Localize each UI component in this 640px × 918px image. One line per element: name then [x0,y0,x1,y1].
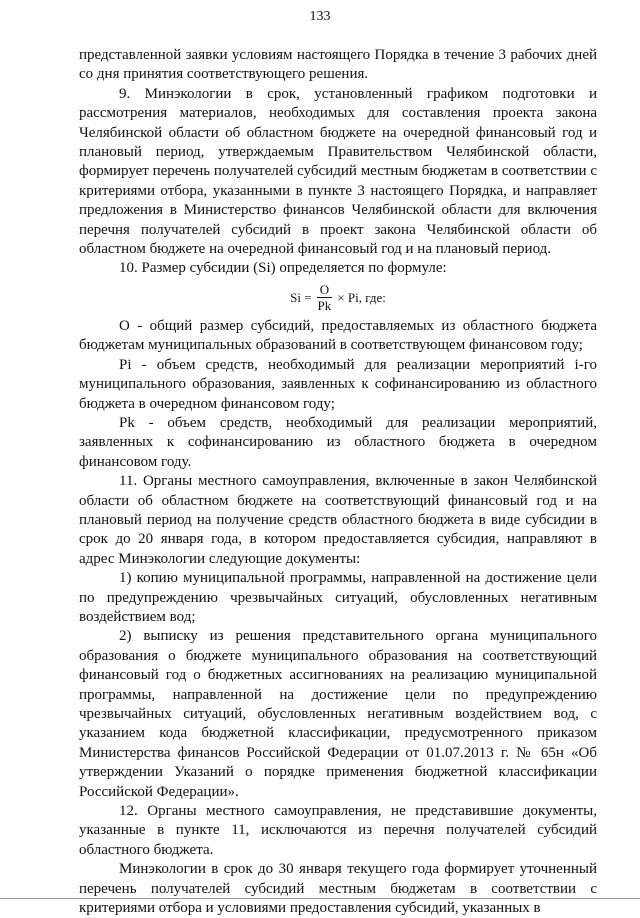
page-bottom-divider [0,898,640,899]
paragraph-subitem-2: 2) выписку из решения представительного органа муниципального образования о бюджете муниципального образования на соответствующий финансовый год о бюджетных ассигнованиях на реализацию муниципальной программы, направленной на достижение цели по предупреждению чрезвычайных ситуаций, обусловленных негативным воздействием вод, с указанием кода бюджетной классификации, предусмотренного приказом Министерства финансов Российской Федерации от 01.07.2013 г. № 65н «Об утверждении Указаний о порядке применения бюджетной классификации Российской Федерации». [79,628,597,800]
paragraph-item-12: 12. Органы местного самоуправления, не представившие документы, указанные в пункте 11, исключаются из перечня получателей субсидий областного бюджета. [79,803,597,858]
paragraph-item-9: 9. Минэкологии в срок, установленный графиком подготовки и рассмотрения материалов, необходимых для составления проекта закона Челябинской области об областном бюджете на очередной финансовый год и плановый период, утверждаемым Правительством Челябинской области, формирует перечень получателей субсидий местным бюджетам в соответствии с критериями отбора, указанными в пункте 3 настоящего Порядка, и направляет предложения в Министерство финансов Челябинской области для включения перечня получателей субсидий в проект закона Челябинской области об областном бюджете на очередной финансовый год и на плановый период. [79,85,597,258]
paragraph-continuation: представленной заявки условиям настоящего Порядка в течение 3 рабочих дней со дня принятия соответствующего решения. [79,47,597,83]
subsidy-formula [79,279,597,317]
paragraph-subitem-1: 1) копию муниципальной программы, направленной на достижение цели по предупреждению чрезвычайных ситуаций, обусловленных негативным воздействием вод; [79,570,597,625]
page-number: 133 [309,9,331,24]
paragraph-definition-pi: Pi - объем средств, необходимый для реализации мероприятий i-го муниципального образования, заявленных к софинансированию из областного бюджета в очередном финансовом году; [79,356,597,412]
formula-lhs: Si = [290,290,312,306]
paragraph-item-10: 10. Размер субсидии (Si) определяется по формуле: [119,260,447,277]
paragraph-item-11: 11. Органы местного самоуправления, включенные в закон Челябинской области об областном бюджете на соответствующий финансовый год и на плановый период на получение средств областного бюджета в виде субсидии в срок до 20 января года, в котором предоставляется субсидия, направляют в адрес Минэкологии следующие документы: [79,473,597,567]
paragraph-definition-o: О - общий размер субсидий, предоставляемых из областного бюджета бюджетам муниципальных образований в соответствующем финансовом году; [79,317,597,354]
formula-fraction [315,282,335,313]
formula-numerator: O [317,282,332,298]
formula-denominator: Pk [317,298,332,314]
paragraph-definition-pk: Pk - объем средств, необходимый для реализации мероприятий, заявленных к софинансированию из областного бюджета в очередном финансовом году. [79,414,597,470]
formula-rhs: × Pi, где: [337,290,386,306]
document-body [79,46,597,918]
paragraph-final: Минэкологии в срок до 30 января текущего года формирует уточненный перечень получателей субсидий местным бюджетам в соответствии с критериями отбора и условиями предоставления субсидий, указанных в [79,861,597,917]
